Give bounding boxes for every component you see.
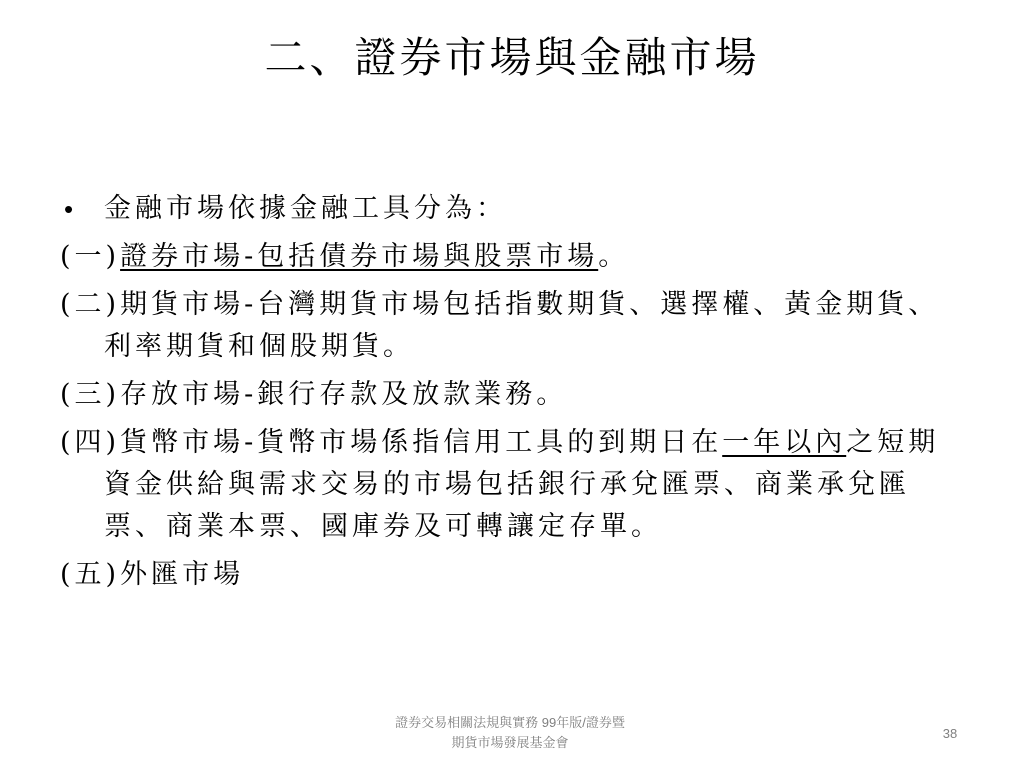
item-prefix: (四) xyxy=(60,427,121,458)
list-item-1 xyxy=(60,236,960,278)
item-text: 貨幣市場-貨幣市場係指信用工具的到期日在 xyxy=(120,427,723,458)
list-item-2 xyxy=(60,284,960,368)
footer-line-2: 期貨市場發展基金會 xyxy=(451,735,569,750)
item-text: 存放市場-銀行存款及放款業務。 xyxy=(120,379,568,410)
slide-title: 二、證券市場與金融市場 xyxy=(264,33,760,82)
list-item-4 xyxy=(60,422,960,548)
list-item-5 xyxy=(60,554,960,596)
intro-text: 金融市場依據金融工具分為： xyxy=(104,193,507,224)
item-underlined-text: 一年以內 xyxy=(722,427,847,458)
bullet-item xyxy=(60,188,960,230)
item-prefix: (五) xyxy=(60,559,121,590)
item-prefix: (三) xyxy=(60,379,121,410)
item-prefix: (二) xyxy=(60,289,121,320)
item-text-continued: 之短期資金供給與需求交易的市場包括銀行承兌匯票、商業承兌匯票、商業本票、國庫券及可轉讓定存單。 xyxy=(104,427,940,542)
bullet-icon: • xyxy=(64,194,78,224)
list-item-3 xyxy=(60,374,960,416)
item-underlined-text: 證券市場-包括債券市場與股票市場 xyxy=(120,241,599,272)
item-text: 期貨市場-台灣期貨市場包括指數期貨、選擇權、黃金期貨、利率期貨和個股期貨。 xyxy=(104,289,940,362)
item-text: 外匯市場 xyxy=(120,559,245,590)
footer xyxy=(340,713,680,753)
slide-body xyxy=(60,188,960,602)
page-number: 38 xyxy=(942,726,958,741)
item-prefix: (一) xyxy=(60,241,121,272)
item-text: 。 xyxy=(598,241,630,272)
footer-line-1: 證券交易相關法規與實務 99年版/證券暨 xyxy=(395,715,625,730)
